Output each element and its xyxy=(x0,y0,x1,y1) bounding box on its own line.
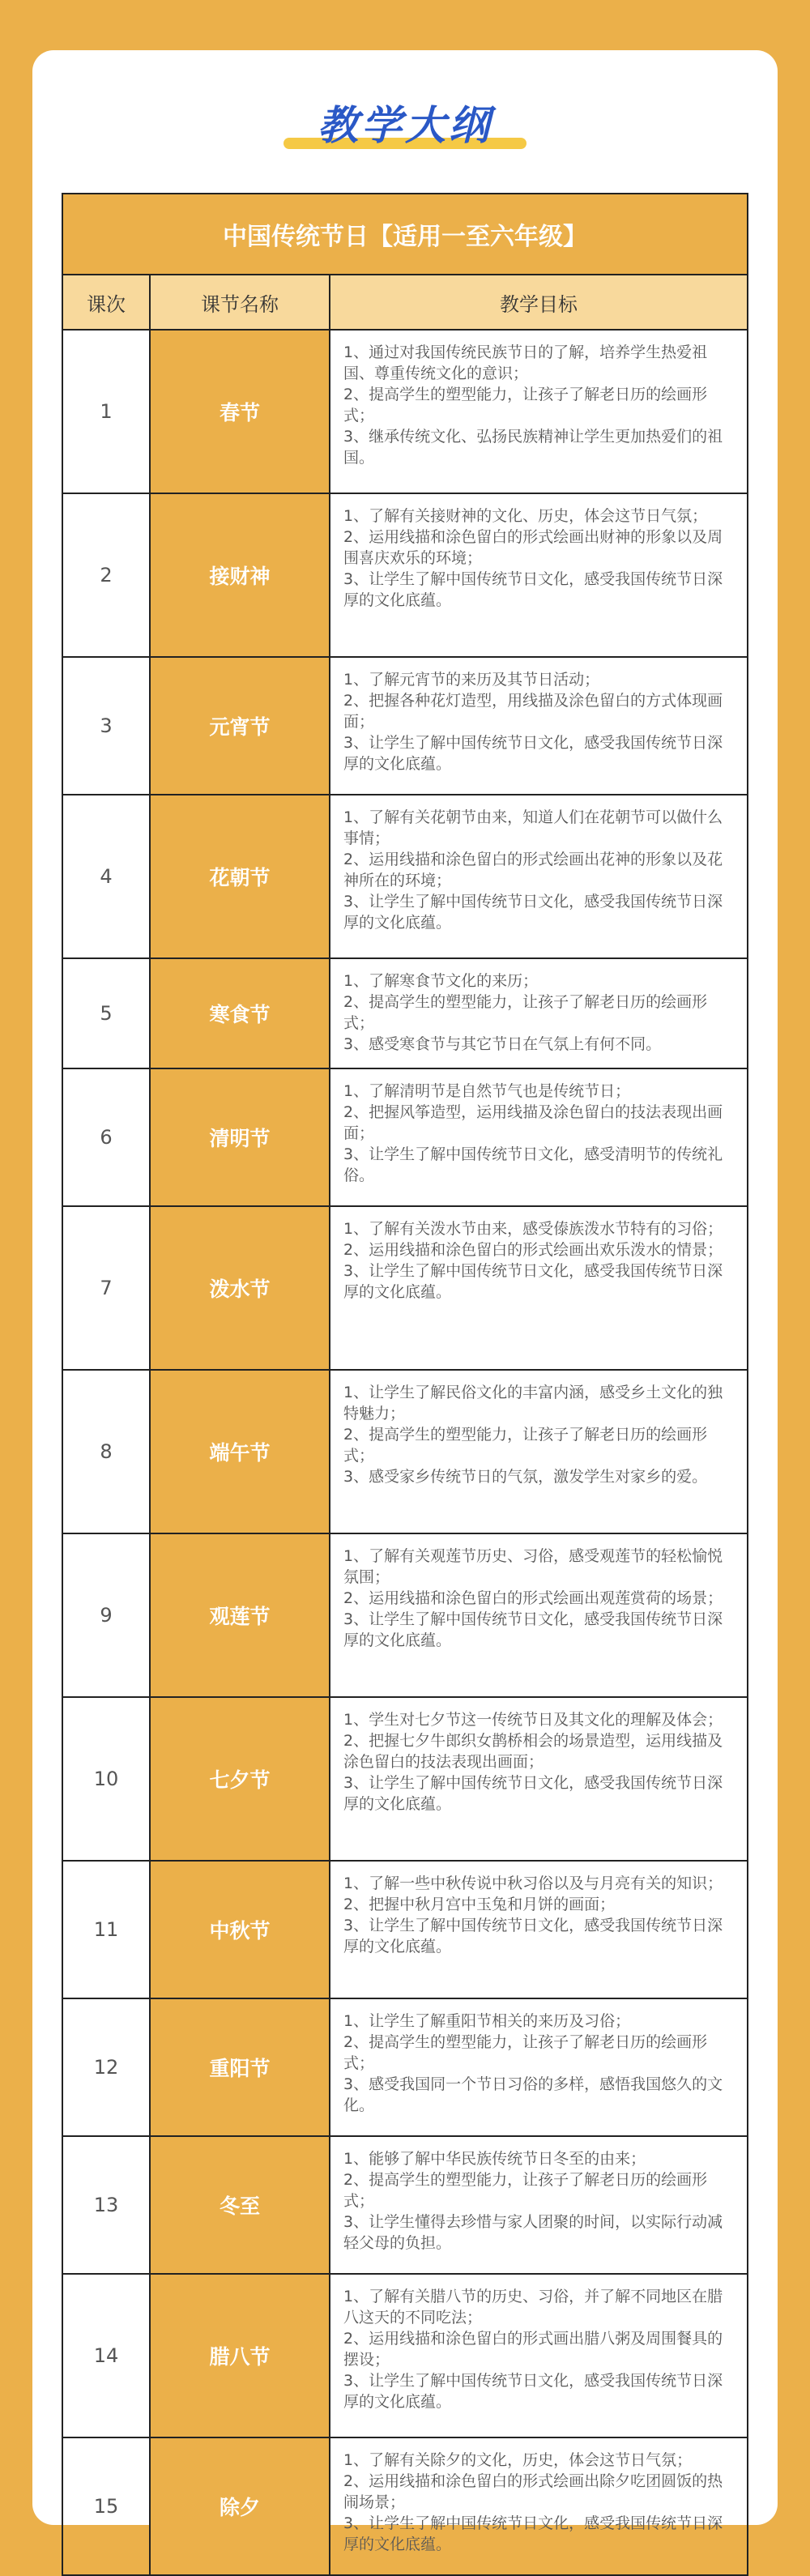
lesson-number: 2 xyxy=(63,494,151,656)
lesson-name: 腊八节 xyxy=(151,2275,330,2437)
table-body xyxy=(63,331,747,2574)
table-row xyxy=(63,1207,747,1371)
table-row xyxy=(63,1862,747,1999)
lesson-goals: 1、了解清明节是自然节气也是传统节日； 2、把握风筝造型，运用线描及涂色留白的技法表现出画面； 3、让学生了解中国传统节日文化，感受清明节的传统礼俗。 xyxy=(343,1082,723,1184)
table-header-row xyxy=(63,275,747,331)
lesson-name: 重阳节 xyxy=(151,1999,330,2135)
lesson-number: 11 xyxy=(63,1862,151,1998)
lesson-goals: 1、了解有关接财神的文化、历史，体会这节日气氛； 2、运用线描和涂色留白的形式绘画出财神的形象以及周围喜庆欢乐的环境； 3、让学生了解中国传统节日文化，感受我国传统节日深厚的文化底蕴。 xyxy=(343,507,723,609)
lesson-goals: 1、了解有关腊八节的历史、习俗，并了解不同地区在腊八这天的不同吃法； 2、运用线描和涂色留白的形式画出腊八粥及周围餐具的摆设； 3、让学生了解中国传统节日文化，感受我国传统节日深厚的文化底蕴。 xyxy=(343,2288,723,2411)
table-row xyxy=(63,658,747,795)
lesson-goals: 1、让学生了解民俗文化的丰富内涵，感受乡土文化的独特魅力； 2、提高学生的塑型能力，让孩子了解老日历的绘画形式； 3、感受家乡传统节日的气氛，激发学生对家乡的爱。 xyxy=(343,1384,723,1486)
lesson-goals: 1、了解寒食节文化的来历； 2、提高学生的塑型能力，让孩子了解老日历的绘画形式； 3、感受寒食节与其它节日在气氛上有何不同。 xyxy=(343,972,708,1053)
lesson-number: 6 xyxy=(63,1069,151,1205)
lesson-goals: 1、学生对七夕节这一传统节日及其文化的理解及体会； 2、把握七夕牛郎织女鹊桥相会的场景造型，运用线描及涂色留白的技法表现出画面； 3、让学生了解中国传统节日文化，感受我国传统节日深厚的文化底蕴。 xyxy=(343,1711,723,1813)
lesson-name: 泼水节 xyxy=(151,1207,330,1369)
table-row xyxy=(63,2137,747,2275)
lesson-goals: 1、了解元宵节的来历及其节日活动； 2、把握各种花灯造型，用线描及涂色留白的方式体现画面； 3、让学生了解中国传统节日文化，感受我国传统节日深厚的文化底蕴。 xyxy=(343,671,723,773)
table-row xyxy=(63,2438,747,2574)
table-row xyxy=(63,1534,747,1698)
lesson-name: 寒食节 xyxy=(151,959,330,1068)
lesson-goals: 1、让学生了解重阳节相关的来历及习俗； 2、提高学生的塑型能力，让孩子了解老日历的绘画形式； 3、感受我国同一个节日习俗的多样，感悟我国悠久的文化。 xyxy=(343,2012,723,2114)
lesson-number: 7 xyxy=(63,1207,151,1369)
content-card xyxy=(32,50,778,2553)
lesson-number: 3 xyxy=(63,658,151,794)
lesson-number: 14 xyxy=(63,2275,151,2437)
lesson-number: 15 xyxy=(63,2438,151,2574)
lesson-number: 9 xyxy=(63,1534,151,1696)
table-row xyxy=(63,1069,747,1207)
lesson-name: 端午节 xyxy=(151,1371,330,1533)
page-title: 教学大纲 xyxy=(318,102,492,149)
table-row xyxy=(63,1999,747,2137)
lesson-name: 中秋节 xyxy=(151,1862,330,1998)
lesson-goals: 1、通过对我国传统民族节日的了解，培养学生热爱祖国、尊重传统文化的意识； 2、提高学生的塑型能力，让孩子了解老日历的绘画形式； 3、继承传统文化、弘扬民族精神让学生更加热爱们的祖国。 xyxy=(343,343,723,467)
lesson-goals: 1、了解有关除夕的文化，历史，体会这节日气氛； 2、运用线描和涂色留白的形式绘画出除夕吃团圆饭的热闹场景； 3、让学生了解中国传统节日文化，感受我国传统节日深厚的文化底蕴。 xyxy=(343,2451,723,2553)
syllabus-table xyxy=(62,193,748,2576)
lesson-name: 清明节 xyxy=(151,1069,330,1205)
lesson-name: 花朝节 xyxy=(151,795,330,957)
table-title: 中国传统节日【适用一至六年级】 xyxy=(63,194,747,275)
lesson-goals: 1、了解有关花朝节由来，知道人们在花朝节可以做什么事情； 2、运用线描和涂色留白的形式绘画出花神的形象以及花神所在的环境； 3、让学生了解中国传统节日文化，感受我国传统节日深厚的文化底蕴。 xyxy=(343,808,723,932)
lesson-goals: 1、了解有关泼水节由来，感受傣族泼水节特有的习俗； 2、运用线描和涂色留白的形式绘画出欢乐泼水的情景； 3、让学生了解中国传统节日文化，感受我国传统节日深厚的文化底蕴。 xyxy=(343,1220,723,1301)
header-goal: 教学目标 xyxy=(500,292,578,316)
lesson-number: 5 xyxy=(63,959,151,1068)
lesson-number: 4 xyxy=(63,795,151,957)
table-row xyxy=(63,959,747,1069)
table-row xyxy=(63,331,747,494)
table-row xyxy=(63,1698,747,1862)
lesson-name: 七夕节 xyxy=(151,1698,330,1860)
lesson-number: 13 xyxy=(63,2137,151,2273)
lesson-name: 观莲节 xyxy=(151,1534,330,1696)
lesson-goals: 1、能够了解中华民族传统节日冬至的由来； 2、提高学生的塑型能力，让孩子了解老日历的绘画形式； 3、让学生懂得去珍惜与家人团聚的时间，以实际行动减轻父母的负担。 xyxy=(343,2150,723,2252)
lesson-name: 春节 xyxy=(151,331,330,493)
lesson-number: 12 xyxy=(63,1999,151,2135)
lesson-number: 8 xyxy=(63,1371,151,1533)
lesson-goals: 1、了解有关观莲节历史、习俗，感受观莲节的轻松愉悦氛围； 2、运用线描和涂色留白的形式绘画出观莲赏荷的场景； 3、让学生了解中国传统节日文化，感受我国传统节日深厚的文化底蕴。 xyxy=(343,1547,723,1649)
lesson-goals: 1、了解一些中秋传说中秋习俗以及与月亮有关的知识； 2、把握中秋月宫中玉兔和月饼的画面； 3、让学生了解中国传统节日文化，感受我国传统节日深厚的文化底蕴。 xyxy=(343,1874,723,1955)
header-name: 课节名称 xyxy=(151,275,330,329)
table-row xyxy=(63,494,747,658)
table-row xyxy=(63,1371,747,1534)
lesson-name: 除夕 xyxy=(151,2438,330,2574)
table-row xyxy=(63,2275,747,2438)
lesson-number: 1 xyxy=(63,331,151,493)
lesson-name: 冬至 xyxy=(151,2137,330,2273)
title-banner xyxy=(32,97,778,154)
lesson-name: 元宵节 xyxy=(151,658,330,794)
lesson-number: 10 xyxy=(63,1698,151,1860)
header-lesson: 课次 xyxy=(63,275,151,329)
table-row xyxy=(63,795,747,959)
lesson-name: 接财神 xyxy=(151,494,330,656)
